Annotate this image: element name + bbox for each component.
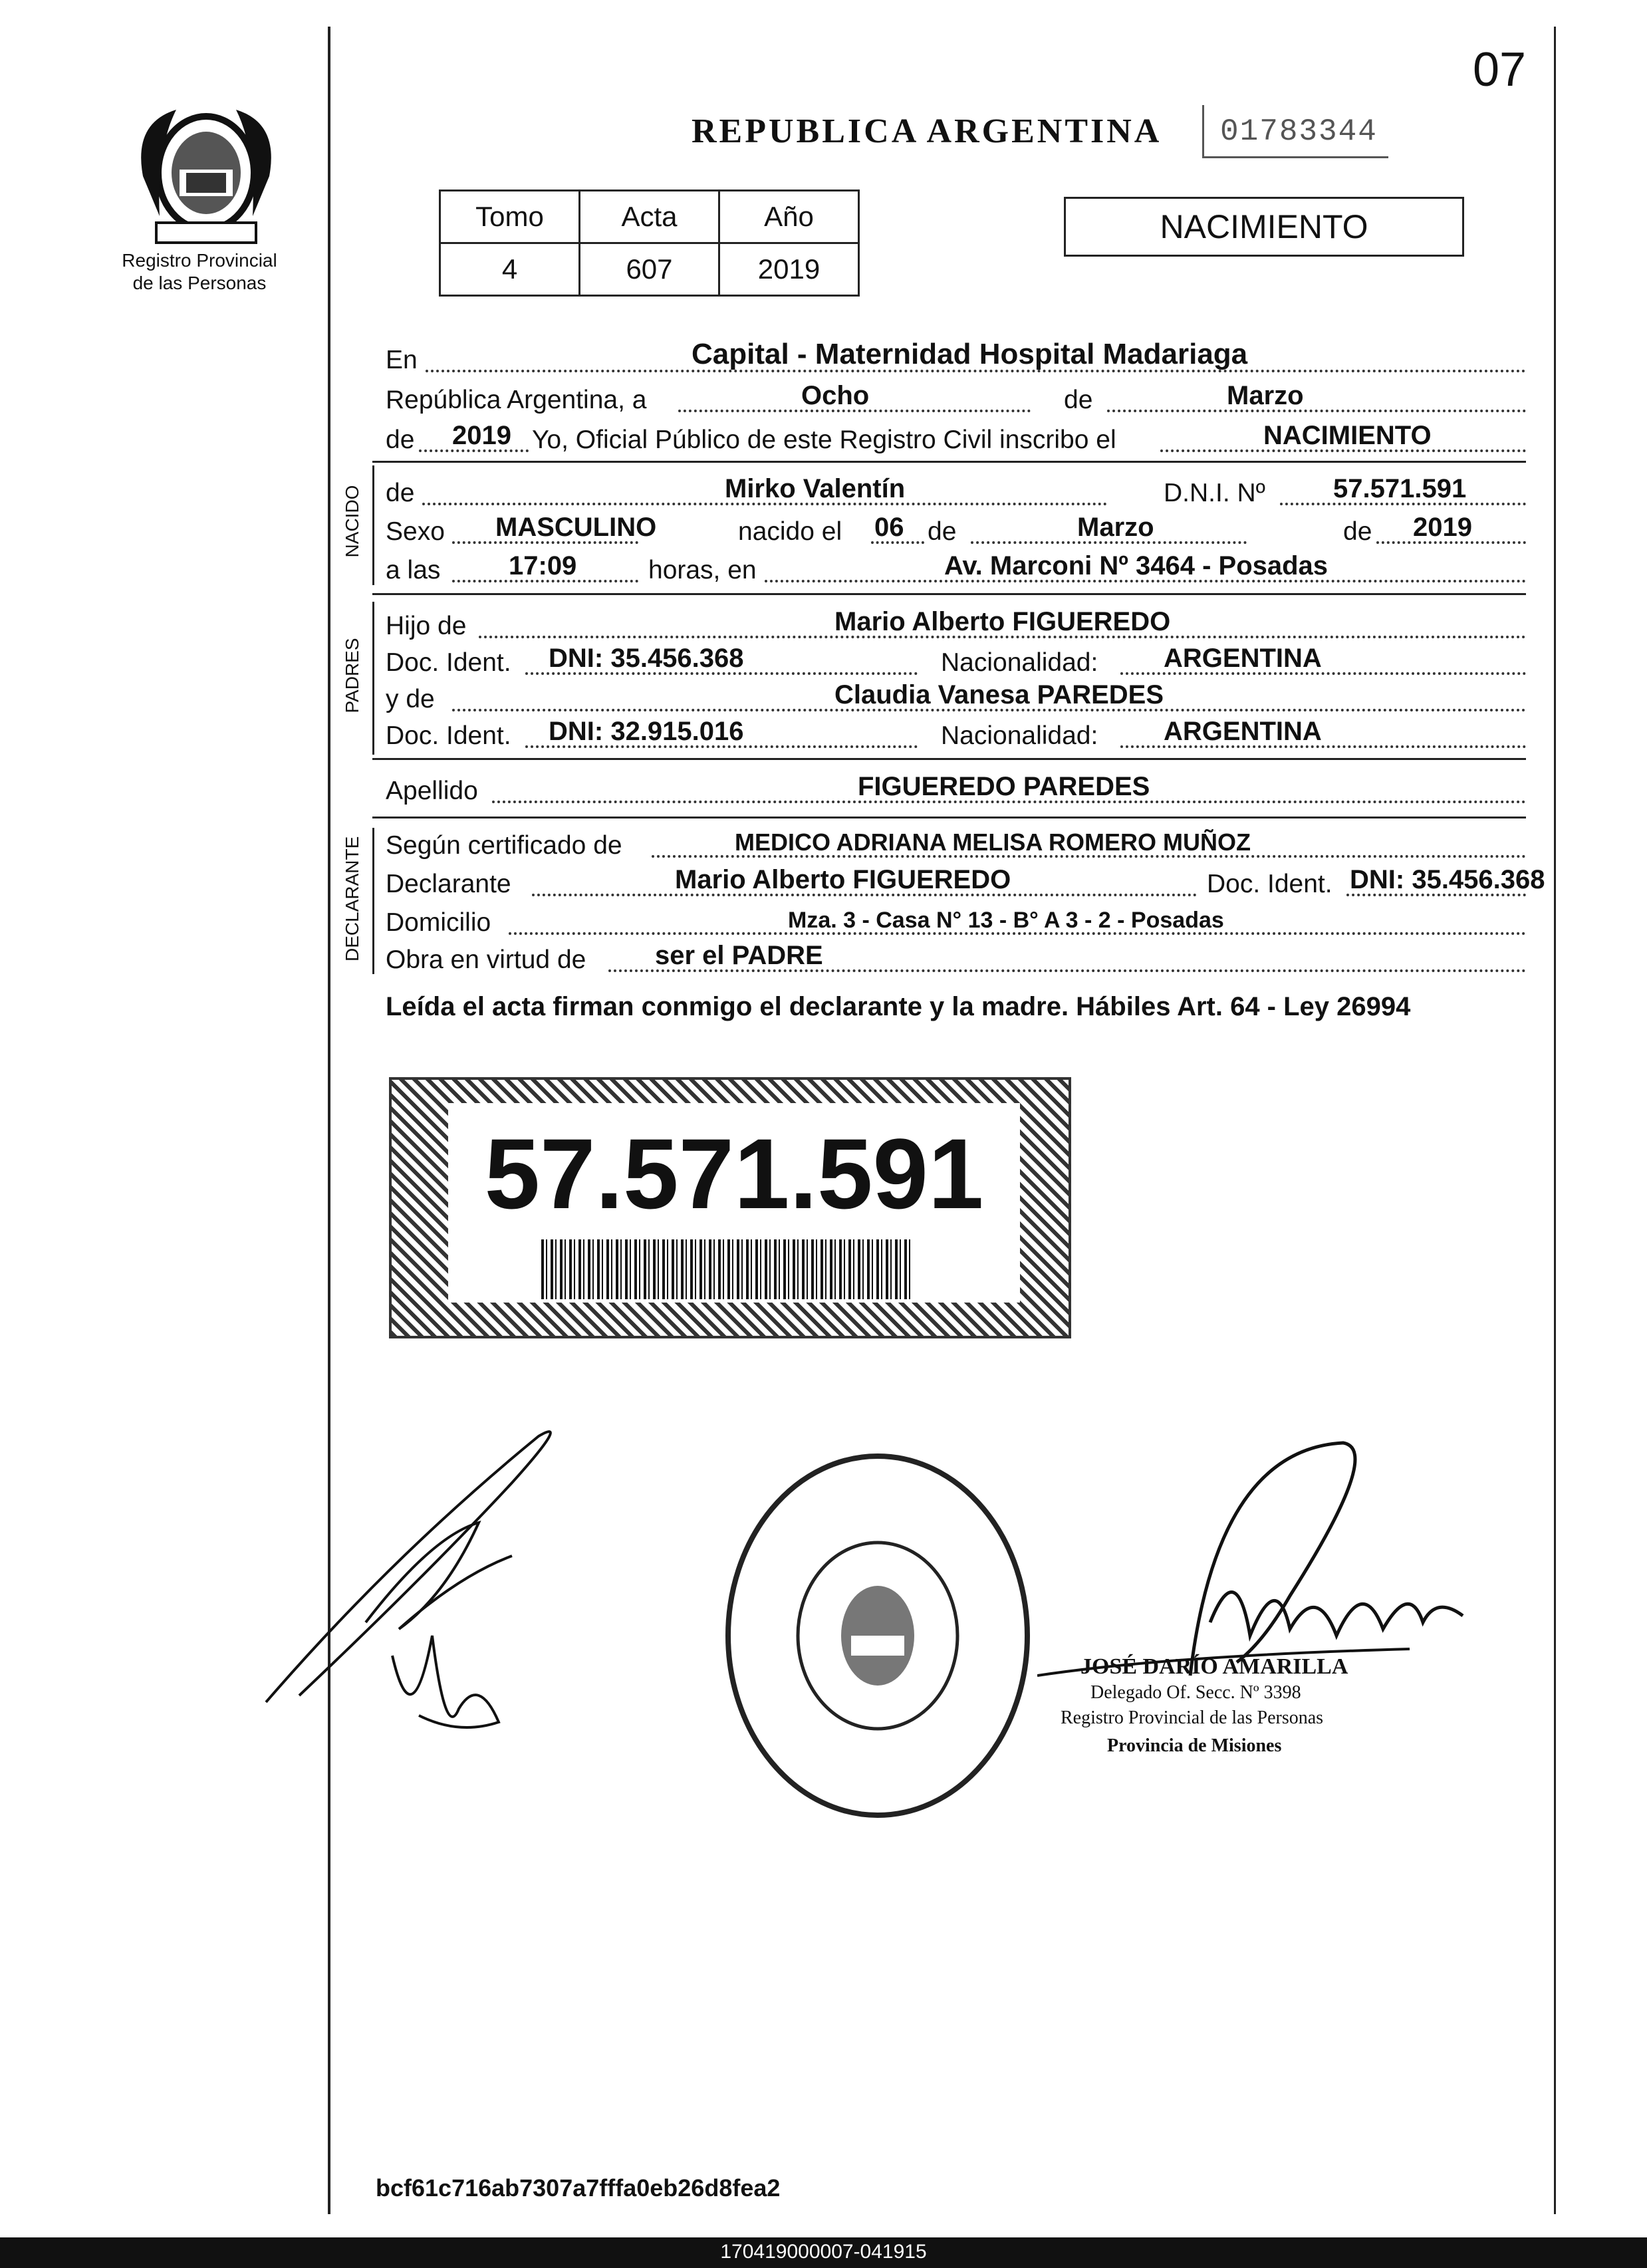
row-obra: Obra en virtud de ser el PADRE [386,939,1526,979]
document-hash: bcf61c716ab7307a7fffa0eb26d8fea2 [376,2174,781,2202]
child-dni-value: 57.571.591 [1333,474,1467,503]
document-type-box: NACIMIENTO [1064,197,1464,257]
row-mother-doc: Doc. Ident. DNI: 32.915.016 Nacionalidad: ARGENTINA [386,715,1526,755]
row-certificado: Según certificado de MEDICO ADRIANA MELISA ROMERO MUÑOZ [386,824,1526,864]
row-name: de Mirko Valentín D.N.I. Nº 57.571.591 [386,472,1526,512]
row-sexo: Sexo MASCULINO nacido el 06 de Marzo de 2019 [386,511,1526,551]
registry-logo-label: Registro Provincial de las Personas [122,250,277,293]
row-father: Hijo de Mario Alberto FIGUEREDO [386,605,1526,645]
birth-time-value: 17:09 [509,551,577,580]
inscribo-value: NACIMIENTO [1263,421,1432,450]
signer-province: Provincia de Misiones [1107,1735,1282,1756]
table-value-tomo: 4 [440,243,580,296]
obra-value: ser el PADRE [655,941,823,970]
birth-month-value: Marzo [1077,513,1154,542]
surname-value: FIGUEREDO PAREDES [858,772,1150,801]
declarante-doc-value: DNI: 35.456.368 [1350,865,1545,894]
month-value: Marzo [1227,381,1304,410]
signer-office: Registro Provincial de las Personas [1061,1707,1324,1728]
section-divider [372,817,1526,819]
mother-name-value: Claudia Vanesa PAREDES [834,680,1164,709]
birth-year-value: 2019 [1413,513,1472,542]
year-value: 2019 [452,421,511,450]
row-father-doc: Doc. Ident. DNI: 35.456.368 Nacionalidad: ARGENTINA [386,642,1526,682]
signer-role: Delegado Of. Secc. Nº 3398 [1090,1682,1301,1703]
birth-address-value: Av. Marconi Nº 3464 - Posadas [944,551,1329,580]
father-nationality-value: ARGENTINA [1164,644,1322,673]
father-name-value: Mario Alberto FIGUEREDO [834,607,1171,636]
right-margin-line [1554,27,1556,2214]
padres-bracket [372,602,374,755]
country-title: REPUBLICA ARGENTINA [692,112,1162,150]
father-doc-value: DNI: 35.456.368 [549,644,744,673]
row-domicilio: Domicilio Mza. 3 - Casa N° 13 - B° A 3 - 2 - Posadas [386,902,1526,942]
act-reference-table [439,189,860,297]
row-apellido: Apellido FIGUEREDO PAREDES [386,770,1526,810]
section-divider [372,593,1526,595]
page-number: 07 [1473,43,1527,96]
padres-side-label: PADRES [342,638,362,713]
row-inscribo [386,419,1526,459]
section-divider [372,461,1526,463]
row-time: a las 17:09 horas, en Av. Marconi Nº 3464 - Posadas [386,549,1526,589]
table-header-acta: Acta [580,191,719,243]
table-header-ano: Año [719,191,859,243]
mother-nationality-value: ARGENTINA [1164,717,1322,746]
birth-day-value: 06 [874,513,904,542]
day-value: Ocho [801,381,870,410]
declarante-value: Mario Alberto FIGUEREDO [675,865,1011,894]
closing-statement: Leída el acta firman conmigo el declarante y la madre. Hábiles Art. 64 - Ley 26994 [386,992,1411,1021]
table-header-tomo: Tomo [440,191,580,243]
label-inscribo: Yo, Oficial Público de este Registro Civil inscribo el [532,426,1116,454]
official-seal [718,1449,1037,1822]
row-date [386,379,1526,419]
left-margin-line [328,27,330,2214]
declarant-signature [259,1423,632,1769]
row-declarante: Declarante Mario Alberto FIGUEREDO Doc. Ident. DNI: 35.456.368 [386,865,1545,898]
domicilio-value: Mza. 3 - Casa N° 13 - B° A 3 - 2 - Posadas [788,908,1224,933]
label-de2: de [386,426,415,454]
province-logo [130,96,283,249]
dni-stamp-number: 57.571.591 [484,1118,984,1229]
dni-stamp [389,1077,1071,1338]
nacido-bracket [372,465,374,585]
nacido-side-label: NACIDO [342,485,362,558]
sexo-value: MASCULINO [495,513,657,542]
declarante-bracket [372,828,374,974]
table-value-acta: 607 [580,243,719,296]
signer-name: JOSÉ DARÍO AMARILLA [1080,1654,1348,1679]
label-de: de [1064,386,1093,414]
serial-number: 01783344 [1202,105,1388,158]
declarante-side-label: DECLARANTE [342,836,362,961]
row-mother: y de Claudia Vanesa PAREDES [386,678,1526,718]
place-value: Capital - Maternidad Hospital Madariaga [692,338,1248,370]
child-name-value: Mirko Valentín [725,474,906,503]
barcode [541,1239,914,1299]
table-value-ano: 2019 [719,243,859,296]
footer-code: 170419000007-041915 [720,2241,927,2263]
label-republica: República Argentina, a [386,386,647,414]
section-divider [372,758,1526,760]
row-place [386,339,1526,379]
label-en: En [386,346,418,374]
mother-doc-value: DNI: 32.915.016 [549,717,744,746]
certificado-value: MEDICO ADRIANA MELISA ROMERO MUÑOZ [735,828,1251,856]
